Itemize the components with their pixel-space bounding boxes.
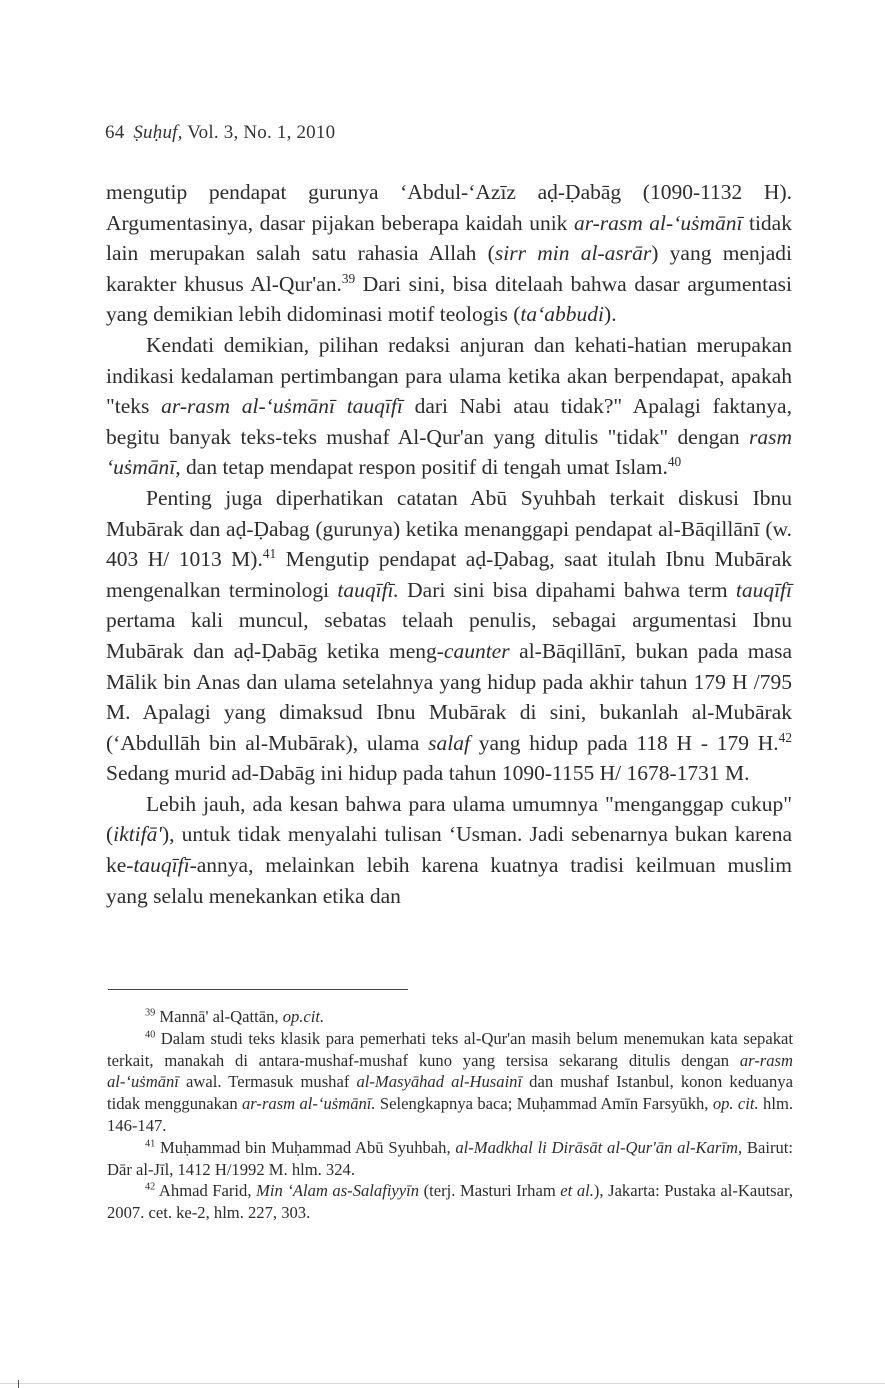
italic-term: al-Masyāhad al-Husainī — [356, 1072, 523, 1092]
footnote-ref: 40 — [667, 454, 682, 470]
italic-term: et al. — [560, 1181, 594, 1201]
footnote-ref: 41 — [262, 545, 277, 561]
text-run: dan tetap mendapat respon positif di tengah umat Islam. — [180, 455, 668, 480]
text-run: Bairut: Dār al-Jīl, 1412 H/1992 M. hlm. 324. — [107, 1137, 793, 1179]
text-run: mengutip pendapat gurunya ‘Abdul-‘Azīz aḍ-Ḍabāg (1090-1132 H). Argumentasinya, dasar pijakan beberapa kaidah unik — [106, 180, 792, 235]
footnote — [107, 1028, 793, 1137]
paragraph — [106, 789, 792, 911]
text-run: tidak lain merupakan salah satu rahasia Allah ( — [106, 210, 792, 266]
text-run: Penting juga diperhatikan catatan Abū Syuhbah terkait diskusi Ibnu Mubārak dan aḍ-Ḍabag (gurunya) ketika menanggapi pendapat al-Bāqillānī (w. 403 H/ 1013 M). — [106, 485, 792, 572]
italic-term: tauqīfī — [133, 853, 190, 878]
text-run: Dari sini, bisa ditelaah bahwa dasar argumentasi yang demikian lebih didominasi motif teologis ( — [106, 271, 793, 327]
text-run: ), Jakarta: Pustaka al-Kautsar, 2007. cet. ke-2, hlm. 227, 303. — [107, 1181, 794, 1223]
text-run: yang hidup pada 118 H - 179 H. — [470, 730, 779, 755]
text-run: Muḥammad bin Muḥammad Abū Syuhbah, — [155, 1137, 456, 1157]
journal-volume: Vol. 3, No. 1, 2010 — [187, 122, 336, 143]
footnote-number: 40 — [145, 1029, 156, 1041]
italic-term: rasm ‘uṡmānī, — [106, 424, 792, 480]
italic-term: sirr min al-asrār — [494, 241, 652, 266]
text-run: Sedang murid ad-Dabāg ini hidup pada tahun 1090-1155 H/ 1678-1731 M. — [106, 761, 750, 786]
italic-term: tauqīfī — [735, 577, 792, 602]
text-run: dari Nabi atau tidak?" Apalagi faktanya, begitu banyak teks-teks mushaf Al-Qur'an yang ditulis "tidak" dengan — [106, 394, 792, 449]
footnote — [107, 1180, 793, 1224]
italic-term: ar-rasm al-‘uṡmānī — [573, 210, 743, 235]
footnote — [107, 1006, 793, 1028]
text-run: hlm. 146-147. — [107, 1094, 793, 1135]
italic-term: caunter — [443, 638, 510, 663]
text-run: (terj. Masturi Irham — [419, 1181, 561, 1201]
journal-name: Ṣuḥuf, — [133, 122, 183, 143]
italic-term: ar-rasm al-‘uṡmānī — [107, 1050, 793, 1092]
footnote-ref: 42 — [778, 729, 792, 745]
paragraph — [106, 330, 792, 483]
italic-term: iktifā' — [113, 822, 162, 847]
footnote-divider — [108, 989, 408, 990]
italic-term: ta‘abbudi — [520, 302, 605, 327]
italic-term: ar-rasm al-‘uṡmānī tauqīfī — [161, 394, 403, 419]
scan-edge — [0, 1383, 885, 1384]
footnote-number: 42 — [145, 1181, 156, 1193]
italic-term: tauqīfī. — [337, 577, 399, 602]
footnotes — [107, 1006, 793, 1224]
page-number: 64 — [105, 122, 125, 143]
running-header — [105, 122, 335, 144]
text-run: dan mushaf Istanbul, konon keduanya tidak menggunakan — [107, 1072, 793, 1114]
italic-term: al-Madkhal li Dirāsāt al-Qur'ān al-Karīm, — [455, 1137, 743, 1157]
italic-term: op. cit. — [712, 1094, 759, 1114]
text-run: Ahmad Farid, — [155, 1181, 257, 1201]
paragraph — [106, 177, 792, 330]
footnote — [107, 1137, 793, 1181]
paragraph — [106, 483, 792, 789]
crop-mark — [18, 1380, 19, 1388]
italic-term: salaf — [428, 730, 470, 755]
footnote-ref: 39 — [341, 270, 356, 286]
text-run: Kendati demikian, pilihan redaksi anjuran dan kehati-hatian merupakan indikasi kedalaman pertimbangan para ulama ketika akan berpendapat, apakah "teks — [106, 332, 792, 419]
text-run: ), untuk tidak menyalahi tulisan ‘Usman. Jadi sebenarnya bukan karena ke- — [106, 822, 792, 878]
text-run: pertama kali muncul, sebatas telaah penulis, sebagai argumentasi Ibnu Mubārak dan aḍ-Ḍabāg ketika meng- — [106, 608, 792, 663]
text-run: ) yang menjadi karakter khusus Al-Qur'an. — [106, 241, 792, 296]
text-run: Mengutip pendapat aḍ-Ḍabag, saat itulah Ibnu Mubārak mengenalkan terminologi — [106, 547, 793, 602]
text-run: Lebih jauh, ada kesan bahwa para ulama umumnya "menganggap cukup" ( — [106, 791, 792, 847]
text-run: awal. Termasuk mushaf — [178, 1072, 357, 1092]
text-run: al-Bāqillānī, bukan pada masa Mālik bin Anas dan ulama setelahnya yang hidup pada akhir tahun 179 H /795 M. Apalagi yang dimaksud Ibnu Mubārak di sini, bukanlah al-Mubārak (‘Abdullāh bin al-Mubārak), ulama — [106, 638, 792, 755]
text-run: Dalam studi teks klasik para pemerhati teks al-Qur'an masih belum menemukan kata sepakat terkait, manakah di antara-mushaf-mushaf kuno yang tersisa sekarang ditulis dengan — [107, 1028, 793, 1070]
text-run: ). — [604, 302, 617, 327]
footnote-number: 39 — [145, 1007, 156, 1019]
text-run: Selengkapnya baca; Muḥammad Amīn Farsyūkh, — [375, 1094, 713, 1114]
text-run: Mannā' al-Qattān, — [155, 1007, 283, 1026]
text-run: -annya, melainkan lebih karena kuatnya tradisi keilmuan muslim yang selalu menekankan etika dan — [106, 853, 792, 908]
text-run: Dari sini bisa dipahami bahwa term — [398, 577, 736, 602]
body-text — [106, 177, 792, 911]
footnote-number: 41 — [145, 1138, 156, 1150]
italic-term: Min ‘Alam as-Salafiyyīn — [256, 1181, 420, 1201]
italic-term: op.cit. — [282, 1007, 325, 1026]
italic-term: ar-rasm al-‘uṡmānī. — [242, 1094, 376, 1114]
